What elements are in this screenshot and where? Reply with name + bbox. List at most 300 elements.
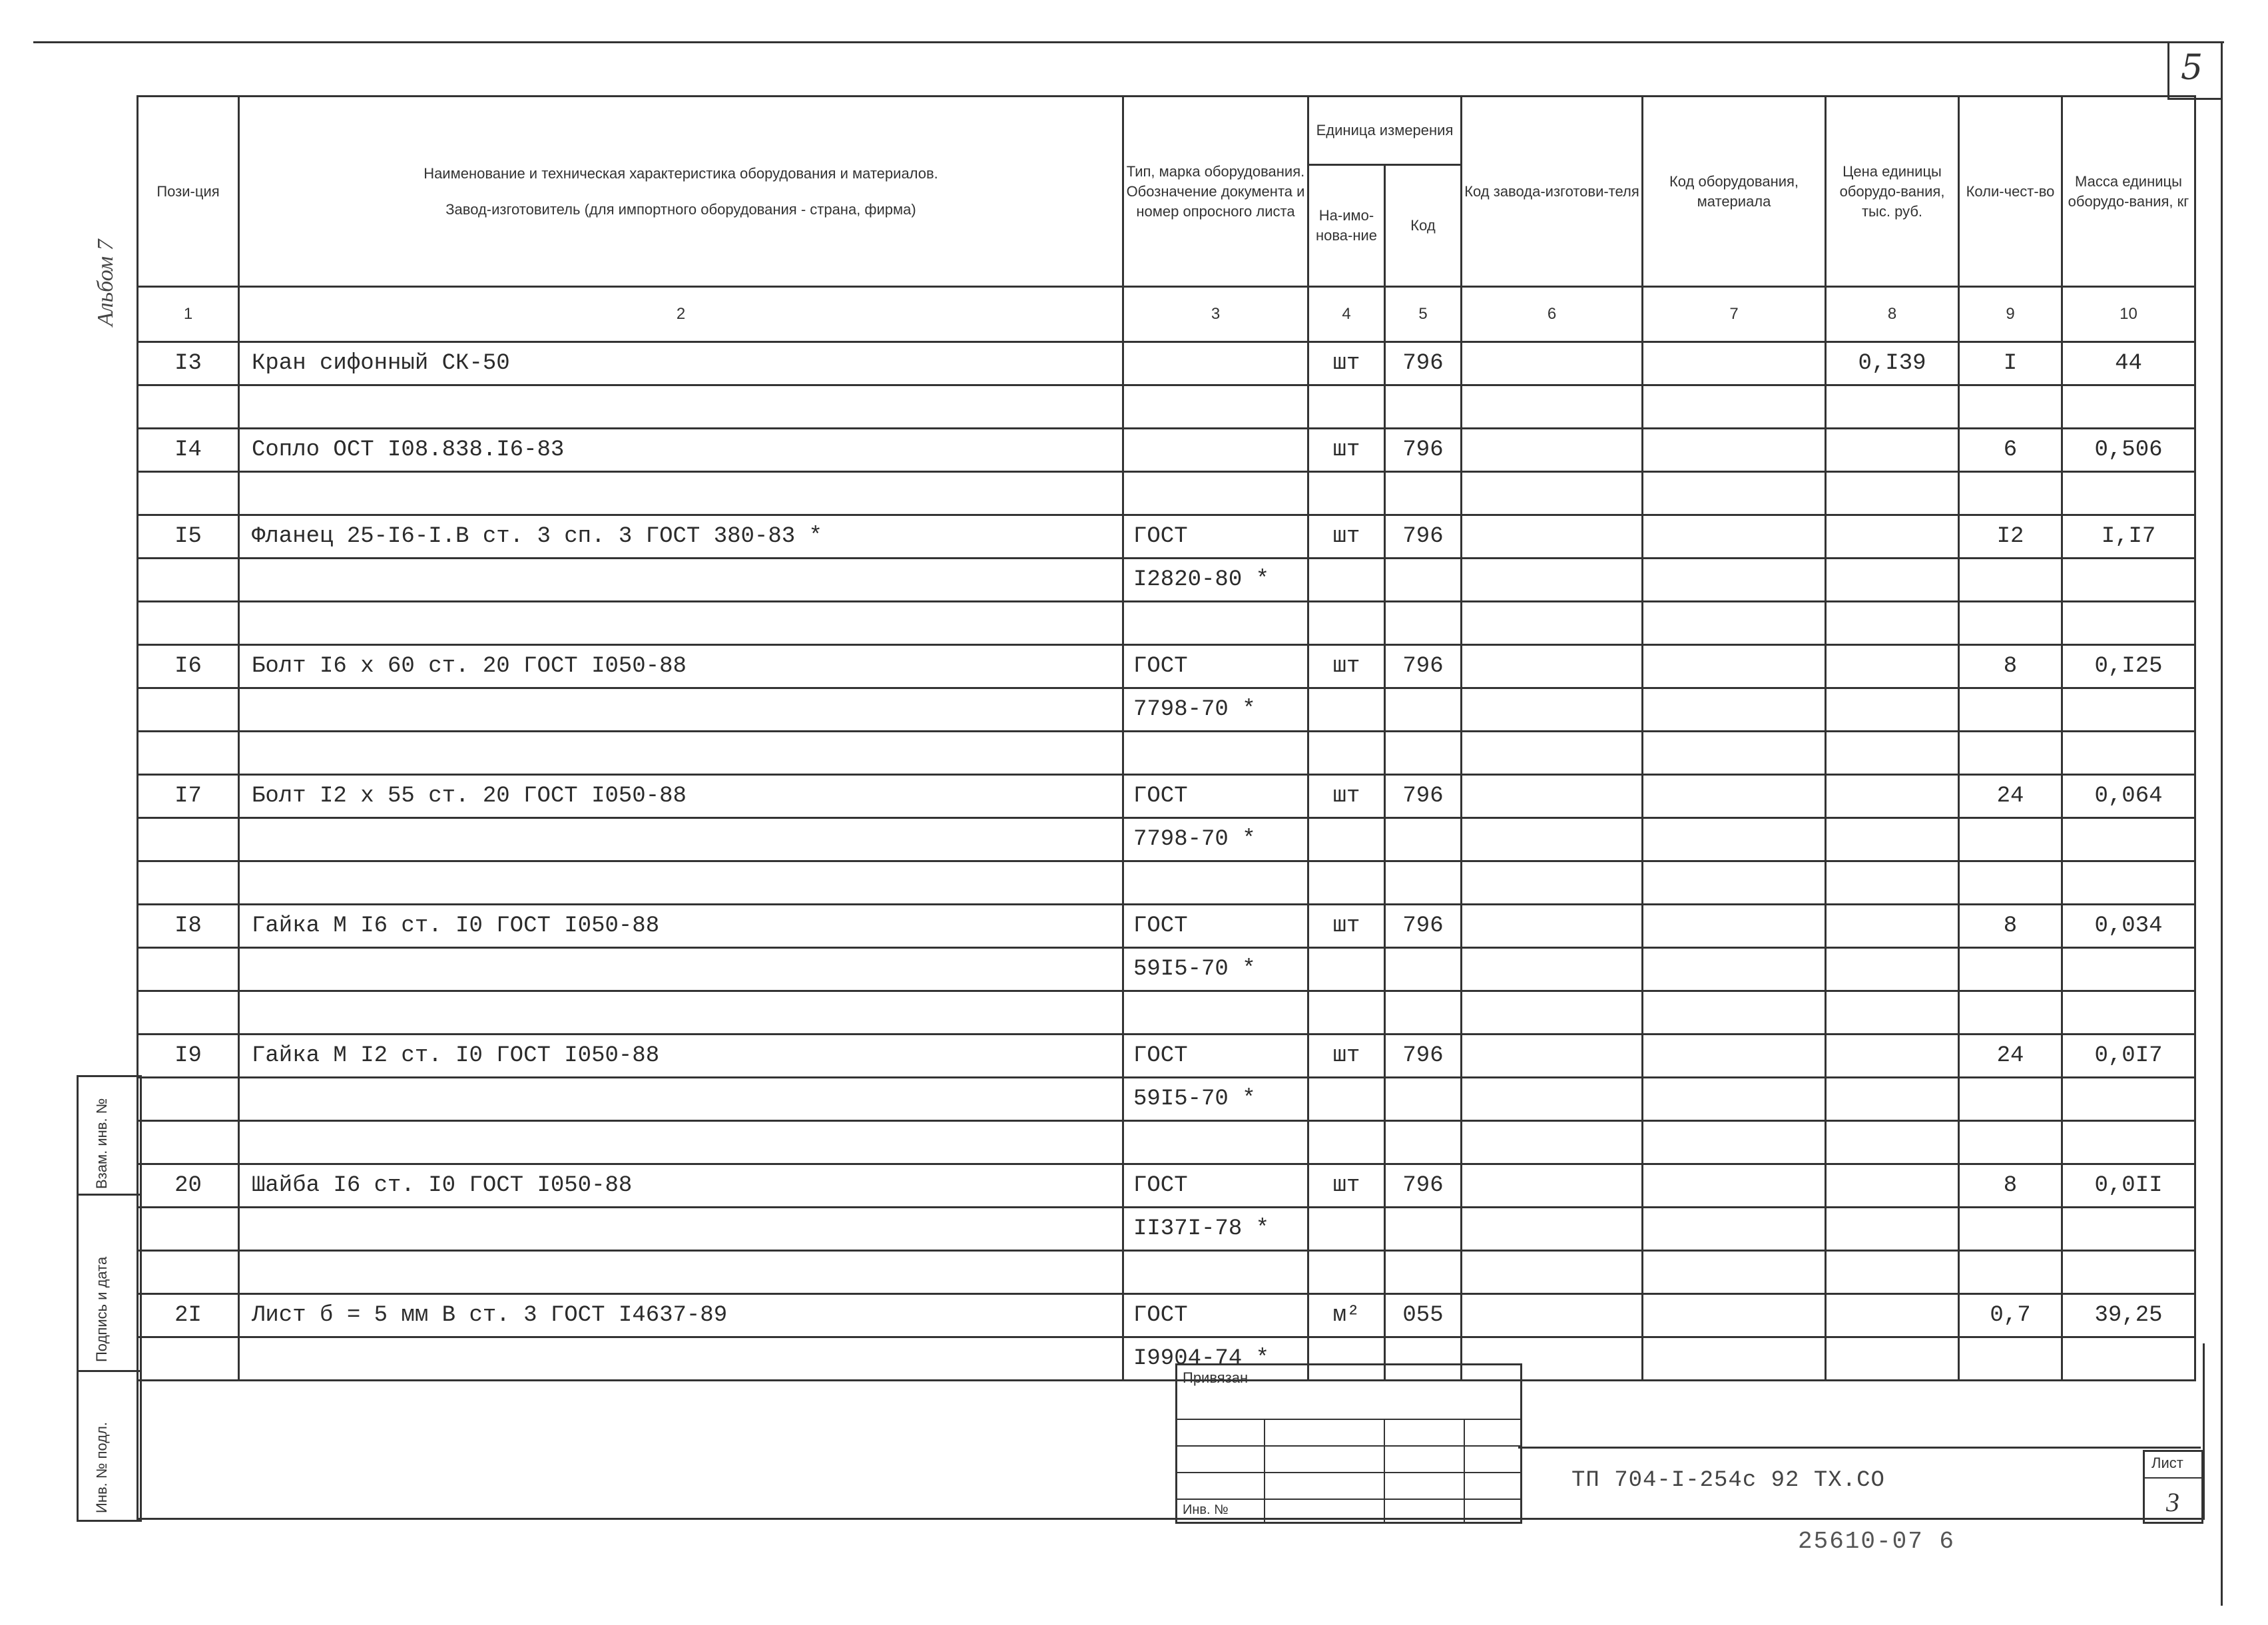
- header-unit-name: На-имо-нова-ние: [1308, 165, 1385, 287]
- side-stamp: [77, 1075, 142, 1522]
- row-name: [239, 1251, 1123, 1294]
- row-quantity: I: [1959, 342, 2062, 385]
- row-plant-code: [1462, 602, 1643, 645]
- row-position: [138, 688, 239, 732]
- row-unit: [1308, 688, 1385, 732]
- row-equipment-code: [1643, 515, 1826, 559]
- row-quantity: 8: [1959, 645, 2062, 688]
- row-equipment-code: [1643, 1251, 1826, 1294]
- binding-inv-label: Инв. №: [1183, 1503, 1229, 1517]
- row-price: [1826, 688, 1959, 732]
- page-number: 5: [2181, 48, 2203, 88]
- header-mass: Масса единицы оборудо-вания, кг: [2062, 97, 2195, 287]
- header-plant-code: Код завода-изготови-теля: [1462, 97, 1643, 287]
- row-plant-code: [1462, 775, 1643, 818]
- row-mass: 0,506: [2062, 429, 2195, 472]
- column-number: 7: [1643, 287, 1826, 342]
- table-row: [138, 1294, 2195, 1337]
- row-position: [138, 1251, 239, 1294]
- row-equipment-code: [1643, 602, 1826, 645]
- row-name: [239, 861, 1123, 905]
- row-equipment-code: [1643, 688, 1826, 732]
- row-unit: [1308, 472, 1385, 515]
- column-number: 1: [138, 287, 239, 342]
- row-quantity: [1959, 861, 2062, 905]
- row-price: [1826, 472, 1959, 515]
- row-price: [1826, 1208, 1959, 1251]
- row-unit-code: 055: [1385, 1294, 1462, 1337]
- row-position: [138, 385, 239, 429]
- row-unit: шт: [1308, 1164, 1385, 1208]
- row-type: ГОСТ: [1123, 775, 1308, 818]
- row-unit-code: [1385, 559, 1462, 602]
- row-position: [138, 1121, 239, 1164]
- row-unit-code: [1385, 818, 1462, 861]
- table-row: [138, 1121, 2195, 1164]
- row-quantity: [1959, 688, 2062, 732]
- binding-rule: [1177, 1472, 1520, 1473]
- binding-divider: [1464, 1419, 1465, 1522]
- row-mass: 44: [2062, 342, 2195, 385]
- row-unit-code: [1385, 1078, 1462, 1121]
- row-price: [1826, 515, 1959, 559]
- row-quantity: 8: [1959, 1164, 2062, 1208]
- document-code: ТП 704-I-254с 92 ТХ.СО: [1571, 1468, 1885, 1493]
- column-number: 9: [1959, 287, 2062, 342]
- row-quantity: [1959, 559, 2062, 602]
- row-price: [1826, 429, 1959, 472]
- row-plant-code: [1462, 1035, 1643, 1078]
- row-equipment-code: [1643, 342, 1826, 385]
- row-unit: [1308, 602, 1385, 645]
- row-quantity: [1959, 602, 2062, 645]
- row-quantity: [1959, 1078, 2062, 1121]
- column-number: 8: [1826, 287, 1959, 342]
- row-plant-code: [1462, 1078, 1643, 1121]
- row-name: [239, 1121, 1123, 1164]
- row-quantity: [1959, 732, 2062, 775]
- row-unit-code: 796: [1385, 1164, 1462, 1208]
- column-number: 4: [1308, 287, 1385, 342]
- row-unit-code: 796: [1385, 1035, 1462, 1078]
- row-type: [1123, 1251, 1308, 1294]
- table-row: [138, 385, 2195, 429]
- row-price: [1826, 1294, 1959, 1337]
- row-position: [138, 991, 239, 1035]
- table-row: [138, 342, 2195, 385]
- row-position: [138, 818, 239, 861]
- row-mass: [2062, 861, 2195, 905]
- binding-divider: [1264, 1419, 1265, 1522]
- row-unit: [1308, 818, 1385, 861]
- row-type: ГОСТ: [1123, 515, 1308, 559]
- row-equipment-code: [1643, 385, 1826, 429]
- row-name: [239, 1078, 1123, 1121]
- row-mass: 0,0I7: [2062, 1035, 2195, 1078]
- row-plant-code: [1462, 688, 1643, 732]
- header-price: Цена единицы оборудо-вания, тыс. руб.: [1826, 97, 1959, 287]
- row-plant-code: [1462, 991, 1643, 1035]
- row-unit: [1308, 1121, 1385, 1164]
- row-price: [1826, 602, 1959, 645]
- table-row: [138, 991, 2195, 1035]
- table-row: [138, 515, 2195, 559]
- row-mass: [2062, 1078, 2195, 1121]
- column-numbers-row: [138, 287, 2195, 342]
- row-mass: [2062, 385, 2195, 429]
- row-name: Фланец 25-I6-I.В ст. 3 сп. 3 ГОСТ 380-83 *: [239, 515, 1123, 559]
- row-position: I7: [138, 775, 239, 818]
- row-position: [138, 472, 239, 515]
- row-name: [239, 385, 1123, 429]
- row-unit: [1308, 559, 1385, 602]
- row-price: [1826, 385, 1959, 429]
- row-unit: шт: [1308, 515, 1385, 559]
- row-type: I9904-74 *: [1123, 1337, 1308, 1381]
- row-name: Гайка М I2 ст. I0 ГОСТ I050-88: [239, 1035, 1123, 1078]
- row-quantity: 8: [1959, 905, 2062, 948]
- table-row: [138, 472, 2195, 515]
- binding-rule: [1177, 1445, 1520, 1447]
- row-position: I8: [138, 905, 239, 948]
- row-unit-code: 796: [1385, 342, 1462, 385]
- header-type: Тип, марка оборудования. Обозначение документа и номер опросного листа: [1123, 97, 1308, 287]
- row-name: Кран сифонный СК-50: [239, 342, 1123, 385]
- table-row: [138, 948, 2195, 991]
- binding-stamp: [1175, 1363, 1522, 1524]
- row-price: [1826, 559, 1959, 602]
- row-quantity: [1959, 948, 2062, 991]
- row-type: [1123, 732, 1308, 775]
- row-unit: шт: [1308, 342, 1385, 385]
- row-price: [1826, 905, 1959, 948]
- row-type: II37I-78 *: [1123, 1208, 1308, 1251]
- row-unit-code: [1385, 1121, 1462, 1164]
- row-position: [138, 602, 239, 645]
- row-equipment-code: [1643, 1035, 1826, 1078]
- row-mass: 0,064: [2062, 775, 2195, 818]
- row-plant-code: [1462, 342, 1643, 385]
- row-plant-code: [1462, 429, 1643, 472]
- row-plant-code: [1462, 472, 1643, 515]
- row-mass: [2062, 1251, 2195, 1294]
- row-equipment-code: [1643, 948, 1826, 991]
- table-row: [138, 602, 2195, 645]
- table-row: [138, 1078, 2195, 1121]
- row-position: I3: [138, 342, 239, 385]
- row-position: [138, 1078, 239, 1121]
- row-equipment-code: [1643, 1121, 1826, 1164]
- row-equipment-code: [1643, 732, 1826, 775]
- row-quantity: 6: [1959, 429, 2062, 472]
- table-row: [138, 905, 2195, 948]
- row-unit-code: [1385, 948, 1462, 991]
- row-name: [239, 472, 1123, 515]
- row-quantity: [1959, 991, 2062, 1035]
- table-row: [138, 861, 2195, 905]
- row-plant-code: [1462, 861, 1643, 905]
- row-unit: шт: [1308, 1035, 1385, 1078]
- row-equipment-code: [1643, 991, 1826, 1035]
- row-mass: 39,25: [2062, 1294, 2195, 1337]
- header-name-line2: Завод-изготовитель (для импортного оборудования - страна, фирма): [445, 200, 916, 218]
- row-price: 0,I39: [1826, 342, 1959, 385]
- row-type: 7798-70 *: [1123, 688, 1308, 732]
- row-position: [138, 1208, 239, 1251]
- equipment-table: [137, 95, 2196, 1381]
- row-unit: [1308, 948, 1385, 991]
- row-unit: шт: [1308, 429, 1385, 472]
- table-row: [138, 688, 2195, 732]
- sheet-label: Лист: [2151, 1455, 2183, 1471]
- row-unit: м²: [1308, 1294, 1385, 1337]
- row-position: 20: [138, 1164, 239, 1208]
- row-position: I6: [138, 645, 239, 688]
- header-name-line1: Наименование и техническая характеристика оборудования и материалов.: [424, 164, 938, 182]
- row-type: [1123, 991, 1308, 1035]
- table-body: [138, 342, 2195, 1381]
- row-mass: 0,I25: [2062, 645, 2195, 688]
- row-plant-code: [1462, 1164, 1643, 1208]
- row-equipment-code: [1643, 1294, 1826, 1337]
- row-unit-code: 796: [1385, 905, 1462, 948]
- row-equipment-code: [1643, 645, 1826, 688]
- row-quantity: I2: [1959, 515, 2062, 559]
- row-unit-code: 796: [1385, 515, 1462, 559]
- row-unit: [1308, 1251, 1385, 1294]
- row-type: [1123, 429, 1308, 472]
- row-type: [1123, 861, 1308, 905]
- row-plant-code: [1462, 732, 1643, 775]
- row-unit: шт: [1308, 775, 1385, 818]
- row-name: [239, 948, 1123, 991]
- table-row: [138, 645, 2195, 688]
- table-row: [138, 732, 2195, 775]
- row-type: [1123, 342, 1308, 385]
- binding-divider: [1384, 1419, 1385, 1522]
- side-label-inv-original: Инв. № подл.: [93, 1421, 110, 1513]
- album-label: Альбом 7: [93, 239, 118, 326]
- row-type: [1123, 385, 1308, 429]
- row-equipment-code: [1643, 775, 1826, 818]
- row-type: ГОСТ: [1123, 1164, 1308, 1208]
- row-quantity: 24: [1959, 1035, 2062, 1078]
- binding-rule: [1177, 1419, 1520, 1420]
- column-number: 5: [1385, 287, 1462, 342]
- row-name: [239, 688, 1123, 732]
- row-plant-code: [1462, 1121, 1643, 1164]
- row-unit-code: [1385, 472, 1462, 515]
- header-unit-code: Код: [1385, 165, 1462, 287]
- row-name: [239, 732, 1123, 775]
- row-unit-code: [1385, 861, 1462, 905]
- row-unit-code: 796: [1385, 429, 1462, 472]
- row-plant-code: [1462, 905, 1643, 948]
- row-quantity: 0,7: [1959, 1294, 2062, 1337]
- row-type: 59I5-70 *: [1123, 1078, 1308, 1121]
- table-row: [138, 1251, 2195, 1294]
- row-unit-code: [1385, 688, 1462, 732]
- row-type: ГОСТ: [1123, 645, 1308, 688]
- table-row: [138, 1208, 2195, 1251]
- row-equipment-code: [1643, 472, 1826, 515]
- row-type: [1123, 472, 1308, 515]
- row-type: [1123, 602, 1308, 645]
- side-label-sign-date: Подпись и дата: [93, 1256, 110, 1362]
- row-mass: [2062, 991, 2195, 1035]
- row-quantity: 24: [1959, 775, 2062, 818]
- header-quantity: Коли-чест-во: [1959, 97, 2062, 287]
- row-name: [239, 559, 1123, 602]
- header-unit: Единица измерения: [1308, 97, 1462, 165]
- row-quantity: [1959, 1121, 2062, 1164]
- row-position: 2I: [138, 1294, 239, 1337]
- row-equipment-code: [1643, 1078, 1826, 1121]
- row-plant-code: [1462, 1294, 1643, 1337]
- row-mass: 0,0II: [2062, 1164, 2195, 1208]
- row-plant-code: [1462, 818, 1643, 861]
- row-unit: [1308, 991, 1385, 1035]
- row-type: [1123, 1121, 1308, 1164]
- row-price: [1826, 1251, 1959, 1294]
- row-price: [1826, 1035, 1959, 1078]
- row-equipment-code: [1643, 818, 1826, 861]
- row-equipment-code: [1643, 1164, 1826, 1208]
- row-mass: [2062, 818, 2195, 861]
- row-unit: [1308, 1208, 1385, 1251]
- column-number: 2: [239, 287, 1123, 342]
- row-plant-code: [1462, 1251, 1643, 1294]
- row-price: [1826, 861, 1959, 905]
- row-name: Гайка М I6 ст. I0 ГОСТ I050-88: [239, 905, 1123, 948]
- row-plant-code: [1462, 559, 1643, 602]
- row-plant-code: [1462, 515, 1643, 559]
- column-number: 10: [2062, 287, 2195, 342]
- row-unit-code: 796: [1385, 645, 1462, 688]
- side-label-inv-replaced: Взам. инв. №: [93, 1098, 110, 1189]
- header-name: [239, 97, 1123, 287]
- row-name: Шайба I6 ст. I0 ГОСТ I050-88: [239, 1164, 1123, 1208]
- row-type: ГОСТ: [1123, 1035, 1308, 1078]
- row-type: ГОСТ: [1123, 1294, 1308, 1337]
- row-unit: шт: [1308, 905, 1385, 948]
- row-plant-code: [1462, 948, 1643, 991]
- column-number: 3: [1123, 287, 1308, 342]
- header-equipment-code: Код оборудования, материала: [1643, 97, 1826, 287]
- row-unit-code: [1385, 1251, 1462, 1294]
- row-quantity: [1959, 1208, 2062, 1251]
- side-cell-inv-original: [79, 1372, 140, 1520]
- row-unit-code: [1385, 385, 1462, 429]
- row-type: 59I5-70 *: [1123, 948, 1308, 991]
- row-position: [138, 861, 239, 905]
- side-cell-sign-date: [79, 1196, 140, 1372]
- row-quantity: [1959, 1251, 2062, 1294]
- row-name: Болт I6 х 60 ст. 20 ГОСТ I050-88: [239, 645, 1123, 688]
- sheet-box: [2143, 1450, 2203, 1524]
- row-mass: [2062, 688, 2195, 732]
- table-row: [138, 559, 2195, 602]
- row-unit: [1308, 385, 1385, 429]
- row-unit-code: [1385, 991, 1462, 1035]
- column-number: 6: [1462, 287, 1643, 342]
- row-price: [1826, 1164, 1959, 1208]
- page-frame-right: [2221, 41, 2223, 1606]
- row-mass: 0,034: [2062, 905, 2195, 948]
- row-mass: [2062, 948, 2195, 991]
- binding-label: Привязан: [1183, 1369, 1249, 1386]
- binding-rule: [1177, 1499, 1520, 1500]
- row-mass: [2062, 602, 2195, 645]
- row-unit: [1308, 1078, 1385, 1121]
- row-unit: [1308, 861, 1385, 905]
- row-position: I5: [138, 515, 239, 559]
- row-name: Болт I2 х 55 ст. 20 ГОСТ I050-88: [239, 775, 1123, 818]
- row-price: [1826, 991, 1959, 1035]
- row-quantity: [1959, 472, 2062, 515]
- row-mass: [2062, 559, 2195, 602]
- side-cell-inv-replaced: [79, 1077, 140, 1196]
- row-price: [1826, 818, 1959, 861]
- row-position: I4: [138, 429, 239, 472]
- row-unit-code: 796: [1385, 775, 1462, 818]
- row-mass: [2062, 1121, 2195, 1164]
- row-unit: [1308, 732, 1385, 775]
- row-plant-code: [1462, 1208, 1643, 1251]
- table-row: [138, 1035, 2195, 1078]
- row-name: [239, 818, 1123, 861]
- title-block-frame: [137, 1343, 2205, 1520]
- row-quantity: [1959, 818, 2062, 861]
- row-type: 7798-70 *: [1123, 818, 1308, 861]
- row-quantity: [1959, 385, 2062, 429]
- row-equipment-code: [1643, 905, 1826, 948]
- sheet-rule: [2145, 1477, 2201, 1479]
- row-position: [138, 559, 239, 602]
- row-price: [1826, 1121, 1959, 1164]
- row-equipment-code: [1643, 559, 1826, 602]
- row-price: [1826, 1078, 1959, 1121]
- row-position: [138, 732, 239, 775]
- row-type: ГОСТ: [1123, 905, 1308, 948]
- row-unit-code: [1385, 732, 1462, 775]
- row-price: [1826, 645, 1959, 688]
- row-name: Сопло ОСТ I08.838.I6-83: [239, 429, 1123, 472]
- row-unit: шт: [1308, 645, 1385, 688]
- row-price: [1826, 732, 1959, 775]
- row-plant-code: [1462, 385, 1643, 429]
- inventory-number: 25610-07 6: [1798, 1528, 1956, 1555]
- row-plant-code: [1462, 645, 1643, 688]
- row-price: [1826, 948, 1959, 991]
- title-block-rule: [1518, 1447, 2201, 1449]
- row-unit-code: [1385, 1208, 1462, 1251]
- table-row: [138, 818, 2195, 861]
- table-row: [138, 775, 2195, 818]
- row-name: [239, 991, 1123, 1035]
- row-name: Лист б = 5 мм В ст. 3 ГОСТ I4637-89: [239, 1294, 1123, 1337]
- row-position: [138, 948, 239, 991]
- row-mass: [2062, 1208, 2195, 1251]
- row-mass: [2062, 472, 2195, 515]
- sheet-number: 3: [2166, 1487, 2179, 1517]
- row-equipment-code: [1643, 429, 1826, 472]
- row-equipment-code: [1643, 861, 1826, 905]
- row-name: [239, 1208, 1123, 1251]
- row-unit-code: [1385, 602, 1462, 645]
- table-row: [138, 429, 2195, 472]
- row-name: [239, 602, 1123, 645]
